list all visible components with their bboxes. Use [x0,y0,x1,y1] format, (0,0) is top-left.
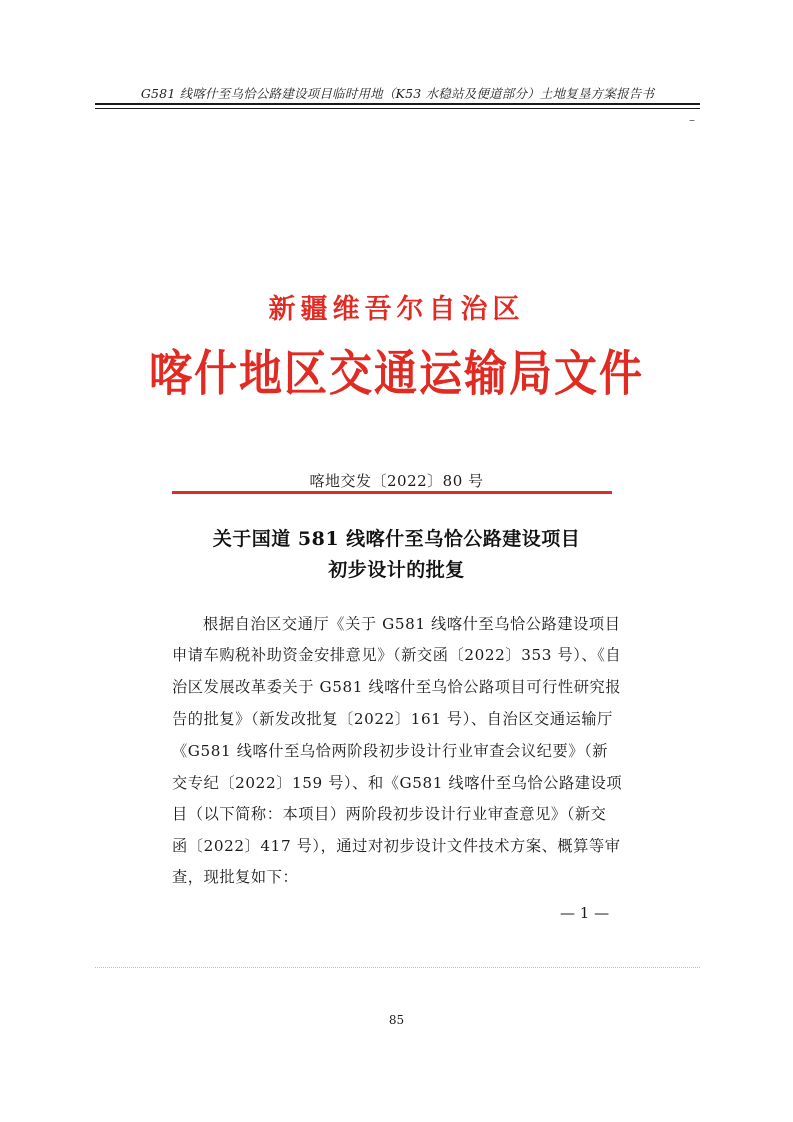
red-separator-rule [172,491,612,494]
corner-mark: – [689,113,695,127]
issuer-bureau-document: 喀什地区交通运输局文件 [149,346,644,403]
body-line: 申请车购税补助资金安排意见》（新交函〔2022〕353 号）、《自 [172,646,622,664]
body-line: 交专纪〔2022〕159 号）、和《G581 线喀什至乌恰公路建设项 [172,774,623,792]
document-title-line-1: 关于国道 581 线喀什至乌恰公路建设项目 [212,528,581,550]
body-line: 告的批复》（新发改批复〔2022〕161 号）、自治区交通运输厅 [172,710,613,728]
document-number: 喀地交发〔2022〕80 号 [309,472,484,490]
body-line: 查，现批复如下： [172,868,299,886]
body-line: 函〔2022〕417 号），通过对初步设计文件技术方案、概算等审 [172,837,621,855]
body-line: 《G581 线喀什至乌恰两阶段初步设计行业审查会议纪要》（新 [172,742,609,760]
footer-divider [95,967,700,968]
body-line: 目（以下简称：本项目）两阶段初步设计行业审查意见》（新交 [172,805,607,823]
body-line: 治区发展改革委关于 G581 线喀什至乌恰公路项目可行性研究报 [172,678,622,696]
inner-page-number: — 1 — [560,904,610,922]
issuer-region: 新疆维吾尔自治区 [268,294,525,325]
page-number: 85 [388,1013,405,1027]
header-rule-thin [95,108,700,109]
body-line: 根据自治区交通厅《关于 G581 线喀什至乌恰公路建设项目 [203,615,621,633]
header-rule [95,103,700,105]
running-header: G581 线喀什至乌恰公路建设项目临时用地（K53 水稳站及便道部分）土地复垦方案报告书 [140,86,655,101]
document-title-line-2: 初步设计的批复 [328,559,465,581]
